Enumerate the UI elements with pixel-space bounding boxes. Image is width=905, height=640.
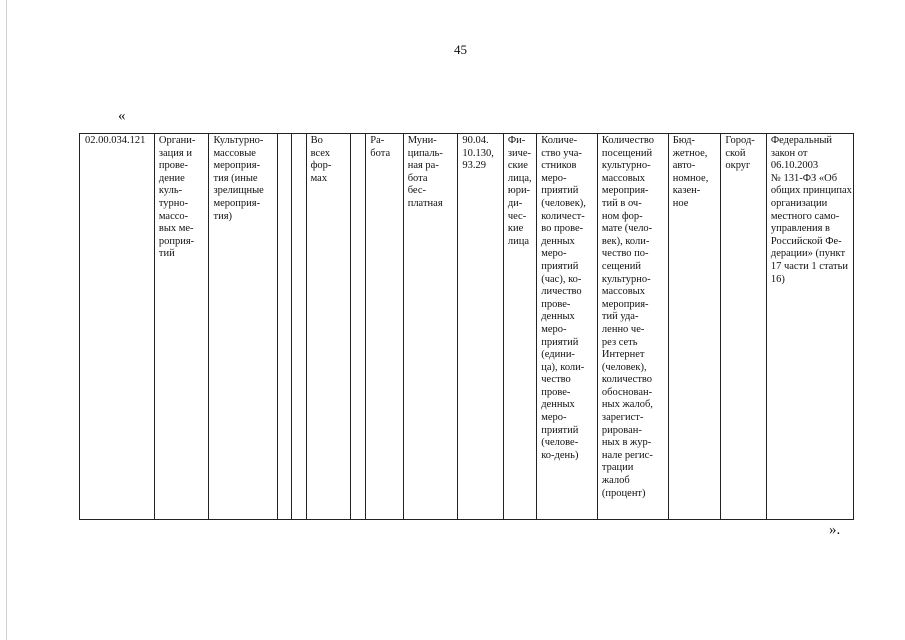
delivery-forms-cell: Во всех фор- мах — [306, 134, 351, 520]
payment-basis-cell: Муни- ципаль- ная ра- бота бес- платная — [403, 134, 458, 520]
page-edge-line — [6, 0, 7, 640]
quality-indicators-cell: Количество посещений культурно- массовых мероприя- тий в оч- ном фор- мате (чело- век), коли- чество по- сещений культурно- массовых мероприя- тий уда- ленно че- рез сеть Интернет (человек), количество обоснован- ных жалоб, зарегист- рирован- ных в жур- нале регис- трации жалоб (процент) — [597, 134, 668, 520]
service-content-cell: Культурно- массовые мероприя- тия (иные зрелищные мероприя- тия) — [209, 134, 278, 520]
service-code-cell: 02.00.034.121 — [80, 134, 155, 520]
empty-cell — [351, 134, 366, 520]
opening-quote: « — [118, 108, 126, 124]
page-number: 45 — [454, 42, 467, 57]
volume-indicators-cell: Количе- ство уча- стников меро- приятий (человек), количест- во прове- денных меро- приятий (час), ко- личество прове- денных меро- приятий (едини- ца), коли- чество прове- денных меро- приятий (челове- ко-день) — [537, 134, 598, 520]
service-registry-table — [79, 133, 854, 520]
service-type-cell: Ра- бота — [366, 134, 403, 520]
legal-basis-cell: Федеральный закон от 06.10.2003 № 131-ФЗ «Об общих принципах организации местного само- управления в Российской Фе- дерации» (пункт 17 части 1 статьи 16) — [766, 134, 853, 520]
okved-code-cell: 90.04. 10.130, 93.29 — [458, 134, 504, 520]
institution-type-cell: Бюд- жетное, авто- номное, казен- ное — [668, 134, 721, 520]
service-name-cell: Органи- зация и прове- дение куль- турно- массо- вых ме- роприя- тий — [154, 134, 209, 520]
consumers-cell: Фи- зиче- ские лица, юри- ди- чес- кие лица — [503, 134, 536, 520]
table-row — [80, 134, 854, 520]
empty-cell — [292, 134, 306, 520]
territory-cell: Город- ской округ — [721, 134, 767, 520]
closing-quote: ». — [829, 522, 841, 538]
empty-cell — [278, 134, 292, 520]
